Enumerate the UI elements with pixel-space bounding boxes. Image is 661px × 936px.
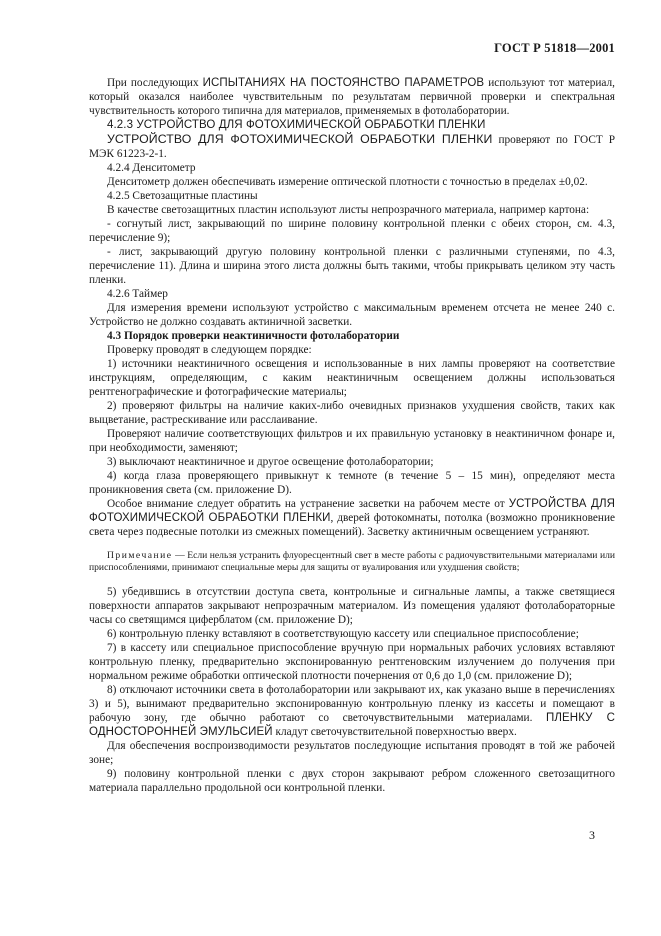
list-item: 9) половину контрольной пленки с двух сторон закрывают ребром сложенного светозащитного материала параллельно продольной оси контрольной пленки. bbox=[89, 768, 615, 794]
paragraph: Денситометр должен обеспечивать измерение оптической плотности с точностью в пределах ±0,02. bbox=[107, 176, 588, 188]
list-item: 1) источники неактиничного освещения и использованные в них лампы проверяют на соответствие инструкциям, определяющим, с каким неактиничным освещением должны использоваться рентгенографические и фотографические материалы; bbox=[89, 358, 615, 398]
list-item: 4) когда глаза проверяющего привыкнут к темноте (в течение 5 – 15 мин), определяют места проникновения света (см. приложение D). bbox=[89, 470, 615, 496]
page-content bbox=[89, 76, 615, 795]
section-heading-4-2-4: 4.2.4 Денситометр bbox=[107, 162, 196, 174]
paragraph: УСТРОЙСТВО ДЛЯ ФОТОХИМИЧЕСКОЙ ОБРАБОТКИ ПЛЕНКИ проверяют по ГОСТ Р МЭК 61223-2-1. bbox=[89, 132, 615, 160]
list-item: 3) выключают неактиничное и другое освещение фотолаборатории; bbox=[107, 456, 434, 468]
section-heading-4-2-3: 4.2.3 УСТРОЙСТВО ДЛЯ ФОТОХИМИЧЕСКОЙ ОБРАБОТКИ ПЛЕНКИ bbox=[107, 119, 486, 131]
page-number: 3 bbox=[589, 828, 595, 842]
document-header: ГОСТ Р 51818—2001 bbox=[494, 41, 615, 55]
list-item: 6) контрольную пленку вставляют в соответствующую кассету или специальное приспособление; bbox=[107, 628, 579, 640]
note: Примечание — Если нельзя устранить флуоресцентный свет в месте работы с радиочувствительными материалами или приспособлениями, принимают специальные меры для защиты от вуалирования или ухудшения свойств; bbox=[89, 550, 615, 573]
section-heading-4-3: 4.3 Порядок проверки неактиничности фотолаборатории bbox=[107, 330, 400, 342]
paragraph: В качестве светозащитных пластин используют листы непрозрачного материала, например картона: bbox=[107, 204, 590, 216]
list-item: 8) отключают источники света в фотолаборатории или закрывают их, как указано выше в перечислениях 3) и 5), вынимают предварительно экспонированную контрольную пленку из кассеты и помещают в рабочую зону, где обычно работают со светочувствительными материалами. ПЛЕНКУ С ОДНОСТОРОННЕЙ ЭМУЛЬСИЕЙ кладут светочувствительной поверхностью вверх. bbox=[89, 684, 615, 738]
paragraph: При последующих ИСПЫТАНИЯХ НА ПОСТОЯНСТВО ПАРАМЕТРОВ используют тот материал, который оказался наиболее чувствительным по результатам первичной проверки и спектральная чувствительность которого типична для материалов, применяемых в фотолаборатории. bbox=[89, 77, 615, 117]
list-item: 5) убедившись в отсутствии доступа света, контрольные и сигнальные лампы, а также светящиеся поверхности аппаратов закрывают непрозрачным материалом. Из помещения удаляют фотолабораторные часы со светящимся циферблатом (см. приложение D); bbox=[89, 586, 615, 626]
list-item: 7) в кассету или специальное приспособление вручную при нормальных рабочих условиях вставляют контрольную пленку, предварительно экспонированную рентгеновским излучением до получения при нормальном режиме обработки оптической плотности почернения от 0,6 до 1,0 (см. приложение D); bbox=[89, 642, 615, 682]
paragraph: Проверку проводят в следующем порядке: bbox=[107, 344, 312, 356]
list-item: 2) проверяют фильтры на наличие каких-либо очевидных признаков ухудшения свойств, таких как выцветание, растрескивание или расслаивание. bbox=[89, 400, 615, 426]
list-item: - лист, закрывающий другую половину контрольной пленки с различными ступенями, по 4.3, перечисление 11). Длина и ширина этого листа должны быть такими, чтобы прикрывать целиком эту часть пленки. bbox=[89, 246, 615, 286]
list-item: - согнутый лист, закрывающий по ширине половину контрольной пленки с обеих сторон, см. 4.3, перечисление 9); bbox=[89, 218, 615, 244]
paragraph: Для обеспечения воспроизводимости результатов последующие испытания проводят в той же рабочей зоне; bbox=[89, 740, 615, 766]
paragraph: Особое внимание следует обратить на устранение засветки на рабочем месте от УСТРОЙСТВА ДЛЯ ФОТОХИМИЧЕСКОЙ ОБРАБОТКИ ПЛЕНКИ, дверей фотокомнаты, потолка (возможно проникновение света через подвесные потолки из смежных помещений). Засветку актиничным освещением устраняют. bbox=[89, 498, 616, 538]
paragraph: Для измерения времени используют устройство с максимальным временем отсчета не менее 240 с. Устройство не должно создавать актиничной засветки. bbox=[89, 302, 615, 328]
section-heading-4-2-5: 4.2.5 Светозащитные пластины bbox=[107, 190, 258, 202]
section-heading-4-2-6: 4.2.6 Таймер bbox=[107, 288, 168, 300]
paragraph: Проверяют наличие соответствующих фильтров и их правильную установку в неактиничном фонаре и, при необходимости, заменяют; bbox=[89, 428, 615, 454]
